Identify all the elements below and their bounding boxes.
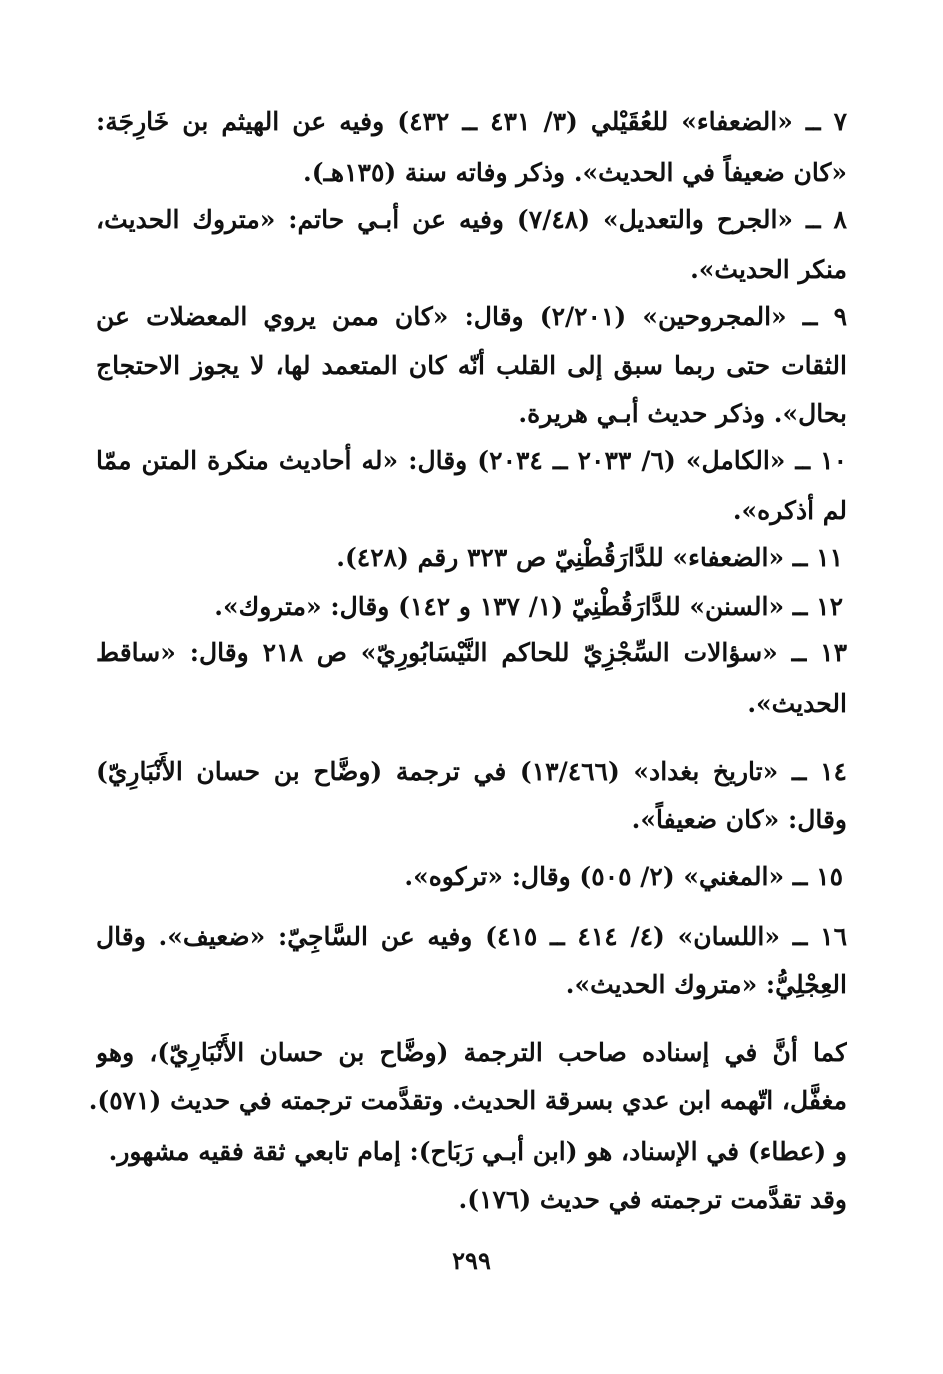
note-paragraph-2-line-1: و (عطاء) في الإسناد، هو (ابن أبـي رَبَاح): إمام تابعي ثقة فقيه مشهور. [108, 1137, 847, 1166]
entry-13-line-2: الحديث». [747, 689, 847, 718]
note-paragraph-1-line-1: كما أنَّ في إسناده صاحب الترجمة (وضَّاح بن حسان الأَنْبَارِيّ)، وهو [96, 1038, 847, 1067]
note-paragraph-2-line-2: وقد تقدَّمت ترجمته في حديث (١٧٦). [458, 1185, 847, 1214]
entry-16-line-2: العِجْلِيُّ: «متروك الحديث». [565, 970, 847, 999]
entry-15: ١٥ ــ «المغني» (٢/ ٥٠٥) وقال: «تركوه». [404, 862, 843, 891]
entry-10-line-1: ١٠ ــ «الكامل» (٦/ ٢٠٣٣ ــ ٢٠٣٤) وقال: «له أحاديث منكرة المتن ممّا [96, 446, 847, 475]
entry-9-line-1: ٩ ــ «المجروحين» (٢/٢٠١) وقال: «كان ممن يروي المعضلات عن [96, 302, 847, 331]
note-paragraph-1-line-2: مغفَّل، اتّهمه ابن عدي بسرقة الحديث. وتقدَّمت ترجمته في حديث (٥٧١). [88, 1086, 847, 1115]
entry-12: ١٢ ــ «السنن» للدَّارَقُطْنِيّ (١/ ١٣٧ و ١٤٢) وقال: «متروك». [214, 592, 843, 621]
entry-7-line-1: ٧ ــ «الضعفاء» للعُقَيْلي (٣/ ٤٣١ ــ ٤٣٢) وفيه عن الهيثم بن خَارِجَة: [96, 107, 847, 136]
entry-13-line-1: ١٣ ــ «سؤالات السِّجْزِيّ للحاكم النَّيْسَابُورِيّ» ص ٢١٨ وقال: «ساقط [96, 638, 847, 667]
entry-7-line-2: «كان ضعيفاً في الحديث». وذكر وفاته سنة (١٣٥هـ). [303, 158, 847, 187]
entry-9-line-3: بحال». وذكر حديث أبـي هريرة. [518, 399, 847, 428]
entry-16-line-1: ١٦ ــ «اللسان» (٤/ ٤١٤ ــ ٤١٥) وفيه عن السَّاجِيّ: «ضعيف». وقال [96, 922, 847, 951]
entry-14-line-2: وقال: «كان ضعيفاً». [631, 805, 847, 834]
entry-14-line-1: ١٤ ــ «تاريخ بغداد» (١٣/٤٦٦) في ترجمة (وضَّاح بن حسان الأَنْبَارِيّ) [96, 757, 847, 786]
entry-8-line-2: منكر الحديث». [690, 255, 847, 284]
entry-11: ١١ ــ «الضعفاء» للدَّارَقُطْنِيّ ص ٣٢٣ رقم (٤٢٨). [336, 543, 843, 572]
entry-10-line-2: لم أذكره». [732, 496, 847, 525]
entry-8-line-1: ٨ ــ «الجرح والتعديل» (٧/٤٨) وفيه عن أبـي حاتم: «متروك الحديث، [96, 205, 847, 234]
entry-9-line-2: الثقات حتى ربما سبق إلى القلب أنّه كان المتعمد لها، لا يجوز الاحتجاج [96, 351, 847, 380]
page-number: ٢٩٩ [452, 1246, 491, 1275]
